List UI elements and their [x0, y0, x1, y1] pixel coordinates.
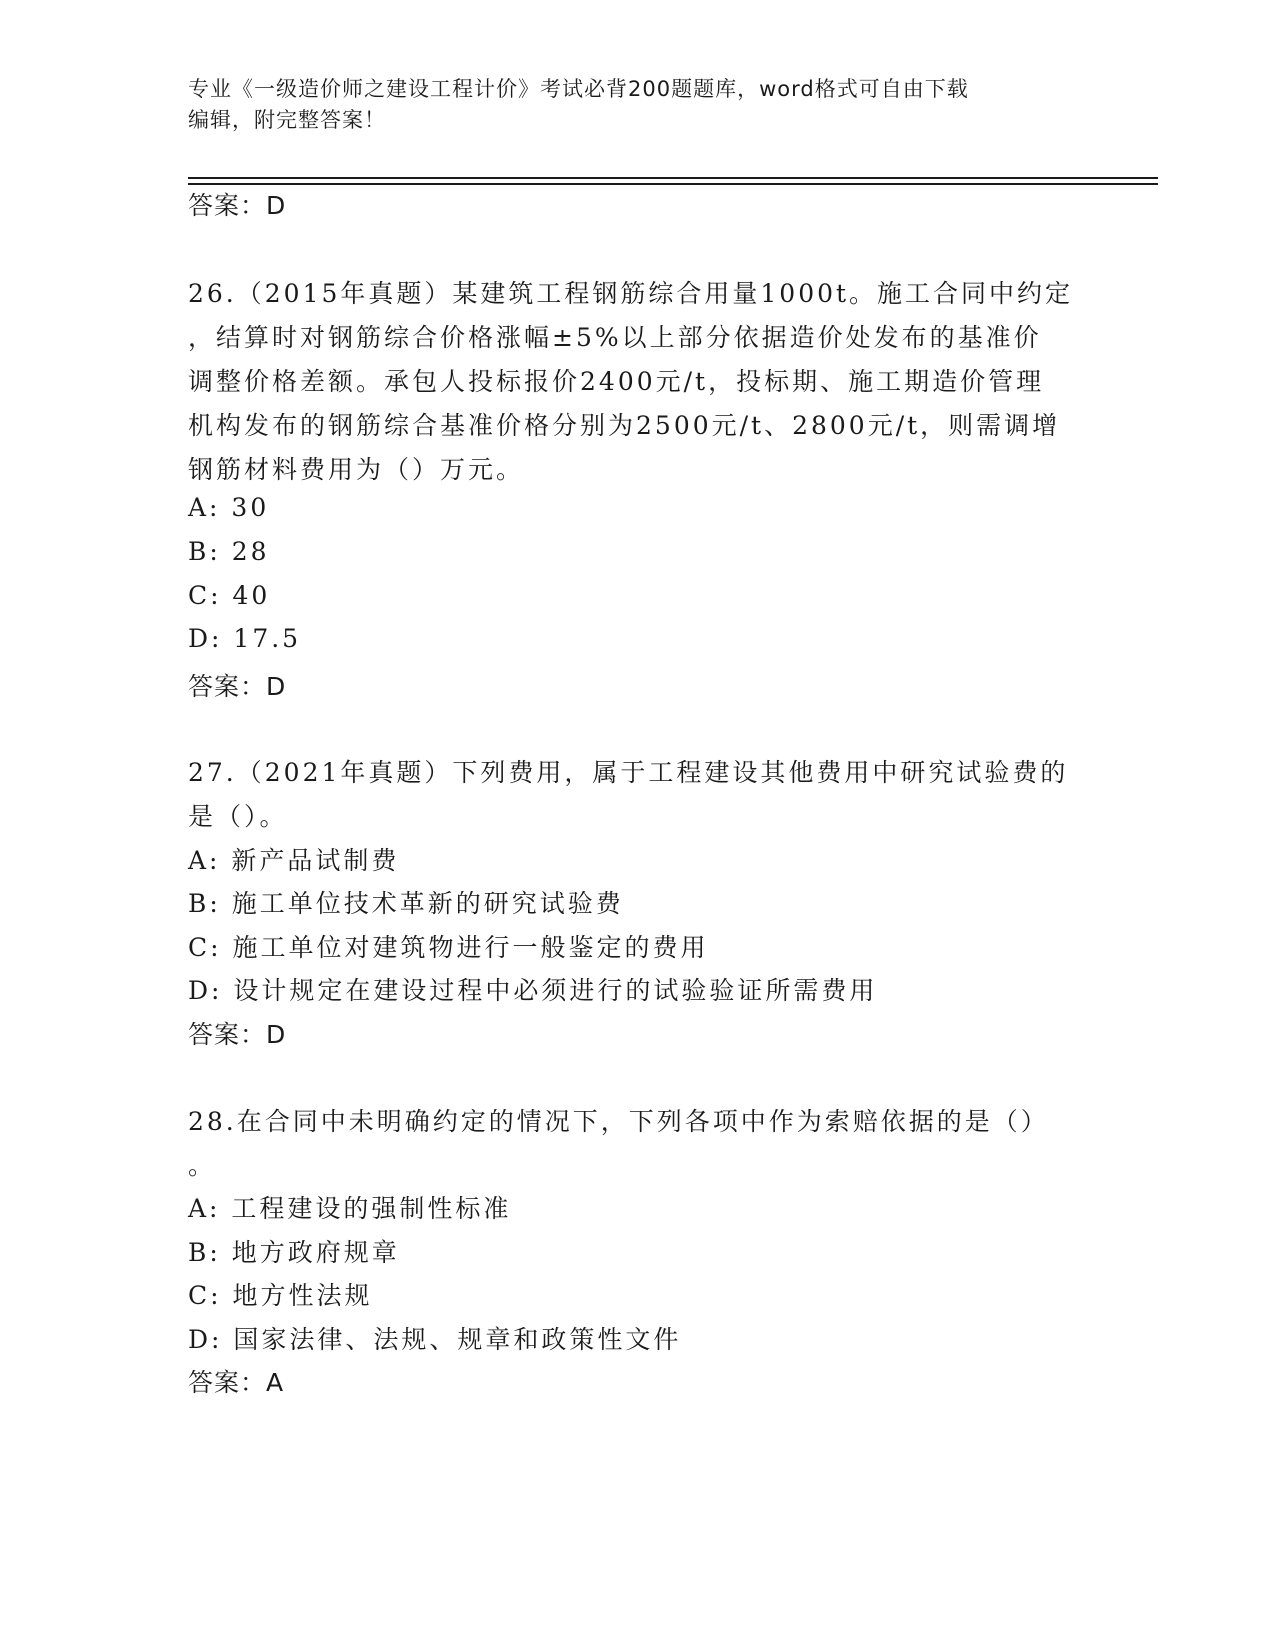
q27-option-d: D: 设计规定在建设过程中必须进行的试验验证所需费用	[188, 976, 878, 1005]
q26-text-line-3: 调整价格差额。承包人投标报价2400元/t，投标期、施工期造价管理	[188, 367, 1045, 396]
q27-answer: 答案：D	[188, 1020, 287, 1049]
q27-text-line-2: 是（）。	[188, 802, 288, 831]
q26-text-line-5: 钢筋材料费用为（）万元。	[188, 455, 525, 484]
q26-option-b: B: 28	[188, 537, 270, 566]
q26-text-line-1: 26.（2015年真题）某建筑工程钢筋综合用量1000t。施工合同中约定	[188, 279, 1074, 308]
header-line-1: 专业《一级造价师之建设工程计价》考试必背200题题库，word格式可自由下载	[188, 77, 969, 101]
q27-option-a: A: 新产品试制费	[188, 846, 400, 875]
q27-text-line-1: 27.（2021年真题）下列费用，属于工程建设其他费用中研究试验费的	[188, 758, 1069, 787]
q26-answer: 答案：D	[188, 672, 287, 701]
q26-option-d: D: 17.5	[188, 624, 302, 653]
header-line-2: 编辑，附完整答案！	[188, 108, 386, 132]
q28-option-a: A: 工程建设的强制性标准	[188, 1194, 512, 1223]
q26-option-a: A: 30	[188, 493, 270, 522]
q27-option-b: B: 施工单位技术革新的研究试验费	[188, 889, 624, 918]
document-header	[188, 74, 1088, 136]
q28-option-c: C: 地方性法规	[188, 1281, 373, 1310]
q26-text-line-2: ，结算时对钢筋综合价格涨幅±5%以上部分依据造价处发布的基准价	[188, 323, 1042, 352]
q28-answer: 答案：A	[188, 1368, 285, 1397]
header-divider-top	[188, 177, 1158, 179]
header-divider-bottom	[188, 183, 1158, 185]
q28-text-line-2: 。	[188, 1151, 217, 1180]
previous-answer: 答案：D	[188, 191, 287, 220]
q27-option-c: C: 施工单位对建筑物进行一般鉴定的费用	[188, 933, 709, 962]
q28-option-b: B: 地方政府规章	[188, 1238, 400, 1267]
q26-option-c: C: 40	[188, 581, 271, 610]
q28-option-d: D: 国家法律、法规、规章和政策性文件	[188, 1325, 682, 1354]
q26-text-line-4: 机构发布的钢筋综合基准价格分别为2500元/t、2800元/t，则需调增	[188, 411, 1061, 440]
q28-text-line-1: 28.在合同中未明确约定的情况下，下列各项中作为索赔依据的是（）	[188, 1107, 1049, 1136]
